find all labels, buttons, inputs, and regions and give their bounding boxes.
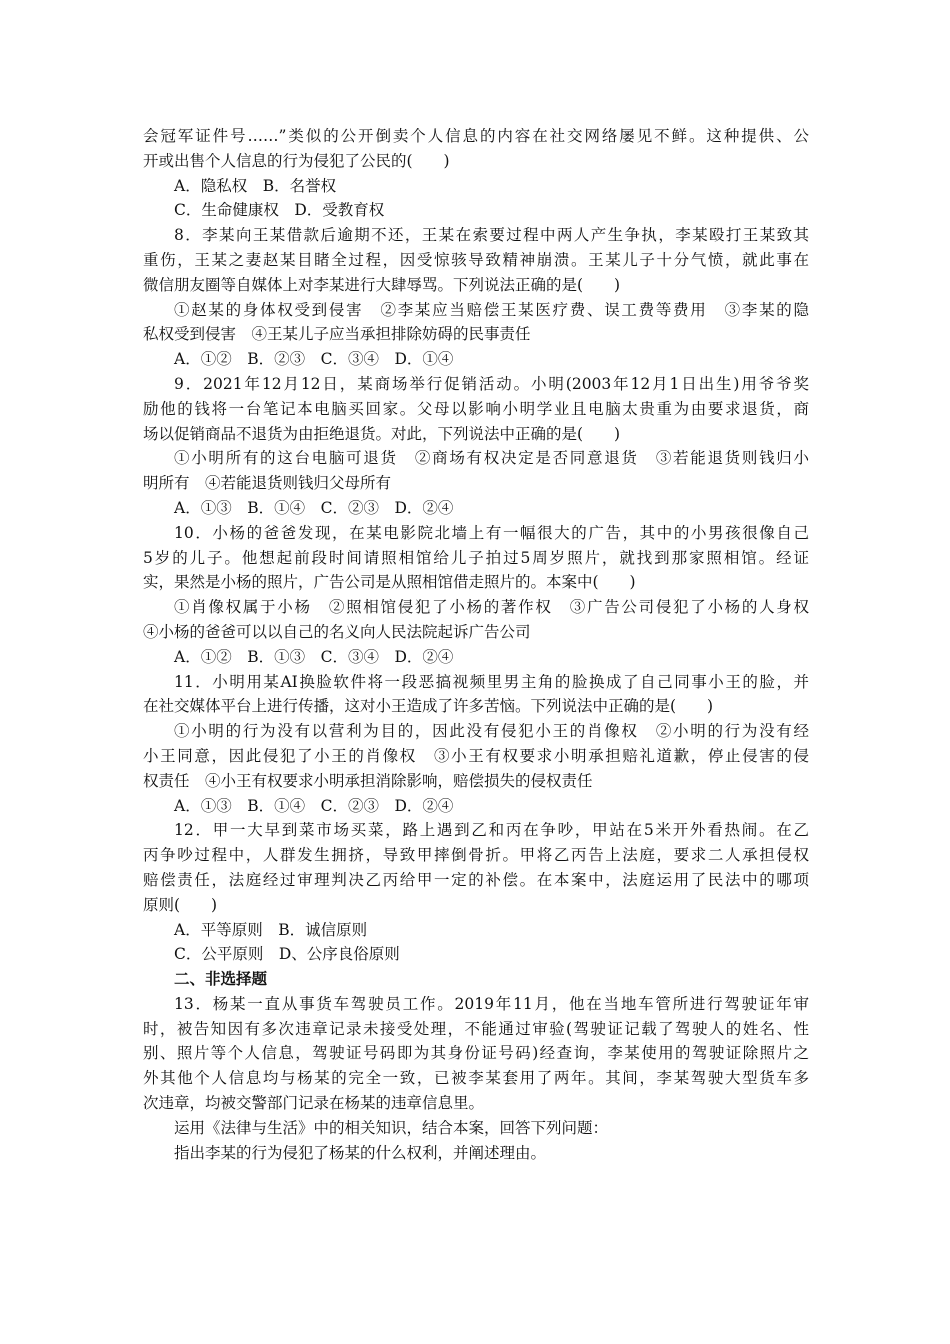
text-line: ①赵某的身体权受到侵害 ②李某应当赔偿王某医疗费、误工费等费用 ③李某的隐 <box>174 300 809 319</box>
answer-options: A．①③ B．①④ C．②③ D．②④ <box>174 498 454 517</box>
text-line: 赔偿责任，法庭经过审理判决乙丙给甲一定的补偿。在本案中，法庭运用了民法中的哪项 <box>143 870 809 889</box>
text-line: 小王同意，因此侵犯了小王的肖像权 ③小王有权要求小明承担赔礼道歉，停止侵害的侵 <box>143 746 809 765</box>
text-line: 13．杨某一直从事货车驾驶员工作。2019年11月，他在当地车管所进行驾驶证年审 <box>174 994 809 1013</box>
text-line: 5岁的儿子。他想起前段时间请照相馆给儿子拍过5周岁照片，就找到那家照相馆。经证 <box>143 548 809 567</box>
text-line: 励他的钱将一台笔记本电脑买回家。父母以影响小明学业且电脑太贵重为由要求退货，商 <box>143 399 809 418</box>
text-line: 11．小明用某AI换脸软件将一段恶搞视频里男主角的脸换成了自己同事小王的脸，并 <box>174 672 809 691</box>
text-line: 指出李某的行为侵犯了杨某的什么权利，并阐述理由。 <box>174 1143 547 1162</box>
text-line: 私权受到侵害 ④王某儿子应当承担排除妨碍的民事责任 <box>143 325 531 344</box>
text-line: 运用《法律与生活》中的相关知识，结合本案，回答下列问题： <box>174 1118 609 1137</box>
document-body <box>143 124 809 1165</box>
text-line: 重伤，王某之妻赵某目睹全过程，因受惊骇导致精神崩溃。王某儿子十分气愤，就此事在 <box>143 250 809 269</box>
text-line: 会冠军证件号……”类似的公开倒卖个人信息的内容在社交网络屡见不鲜。这种提供、公 <box>143 127 809 145</box>
text-line: ①小明所有的这台电脑可退货 ②商场有权决定是否同意退货 ③若能退货则钱归小 <box>174 449 809 468</box>
answer-options: C．生命健康权 D．受教育权 <box>174 201 385 220</box>
text-line: 9．2021年12月12日，某商场举行促销活动。小明(2003年12月1日出生)用爷爷奖 <box>174 374 809 393</box>
text-line: 明所有 ④若能退货则钱归父母所有 <box>143 474 392 493</box>
text-line: 微信朋友圈等自媒体上对李某进行大肆辱骂。下列说法正确的是( ) <box>143 275 621 294</box>
text-line: 次违章，均被交警部门记录在杨某的违章信息里。 <box>143 1094 485 1113</box>
text-line: 在社交媒体平台上进行传播，这对小王造成了许多苦恼。下列说法中正确的是( ) <box>143 697 714 716</box>
answer-options: A．隐私权 B．名誉权 <box>174 176 337 195</box>
text-line: 场以促销商品不退货为由拒绝退货。对此，下列说法中正确的是( ) <box>143 424 621 443</box>
text-line: 时，被告知因有多次违章记录未接受处理，不能通过审验(驾驶证记载了驾驶人的姓名、性 <box>143 1019 809 1038</box>
text-line: 外其他个人信息均与杨某的完全一致，已被李某套用了两年。其间，李某驾驶大型货车多 <box>143 1069 809 1088</box>
text-line: 10．小杨的爸爸发现，在某电影院北墙上有一幅很大的广告，其中的小男孩很像自己 <box>174 523 809 542</box>
text-line: 原则( ) <box>143 895 218 914</box>
text-line: 权责任 ④小王有权要求小明承担消除影响，赔偿损失的侵权责任 <box>143 771 593 790</box>
text-line: 丙争吵过程中，人群发生拥挤，导致甲摔倒骨折。甲将乙丙告上法庭，要求二人承担侵权 <box>143 846 809 865</box>
answer-options: C．公平原则 D、公序良俗原则 <box>174 945 400 964</box>
section-heading: 二、非选择题 <box>174 969 268 989</box>
text-line: ①小明的行为没有以营利为目的，因此没有侵犯小王的肖像权 ②小明的行为没有经 <box>174 722 809 741</box>
answer-options: A．平等原则 B．诚信原则 <box>174 920 368 939</box>
answer-options: A．①② B．①③ C．③④ D．②④ <box>174 647 454 666</box>
text-line: ④小杨的爸爸可以以自己的名义向人民法院起诉广告公司 <box>143 622 531 641</box>
text-line: 开或出售个人信息的行为侵犯了公民的( ) <box>143 151 450 170</box>
text-line: 8．李某向王某借款后逾期不还，王某在索要过程中两人产生争执，李某殴打王某致其 <box>174 226 809 245</box>
answer-options: A．①③ B．①④ C．②③ D．②④ <box>174 796 454 815</box>
answer-options: A．①② B．②③ C．③④ D．①④ <box>174 350 454 369</box>
text-line: 别、照片等个人信息，驾驶证号码即为其身份证号码)经查询，李某使用的驾驶证除照片之 <box>143 1044 809 1063</box>
text-line: ①肖像权属于小杨 ②照相馆侵犯了小杨的著作权 ③广告公司侵犯了小杨的人身权 <box>174 598 809 617</box>
text-line: 12．甲一大早到菜市场买菜，路上遇到乙和丙在争吵，甲站在5米开外看热闹。在乙 <box>174 821 809 840</box>
text-line: 实，果然是小杨的照片，广告公司是从照相馆借走照片的。本案中( ) <box>143 573 636 592</box>
